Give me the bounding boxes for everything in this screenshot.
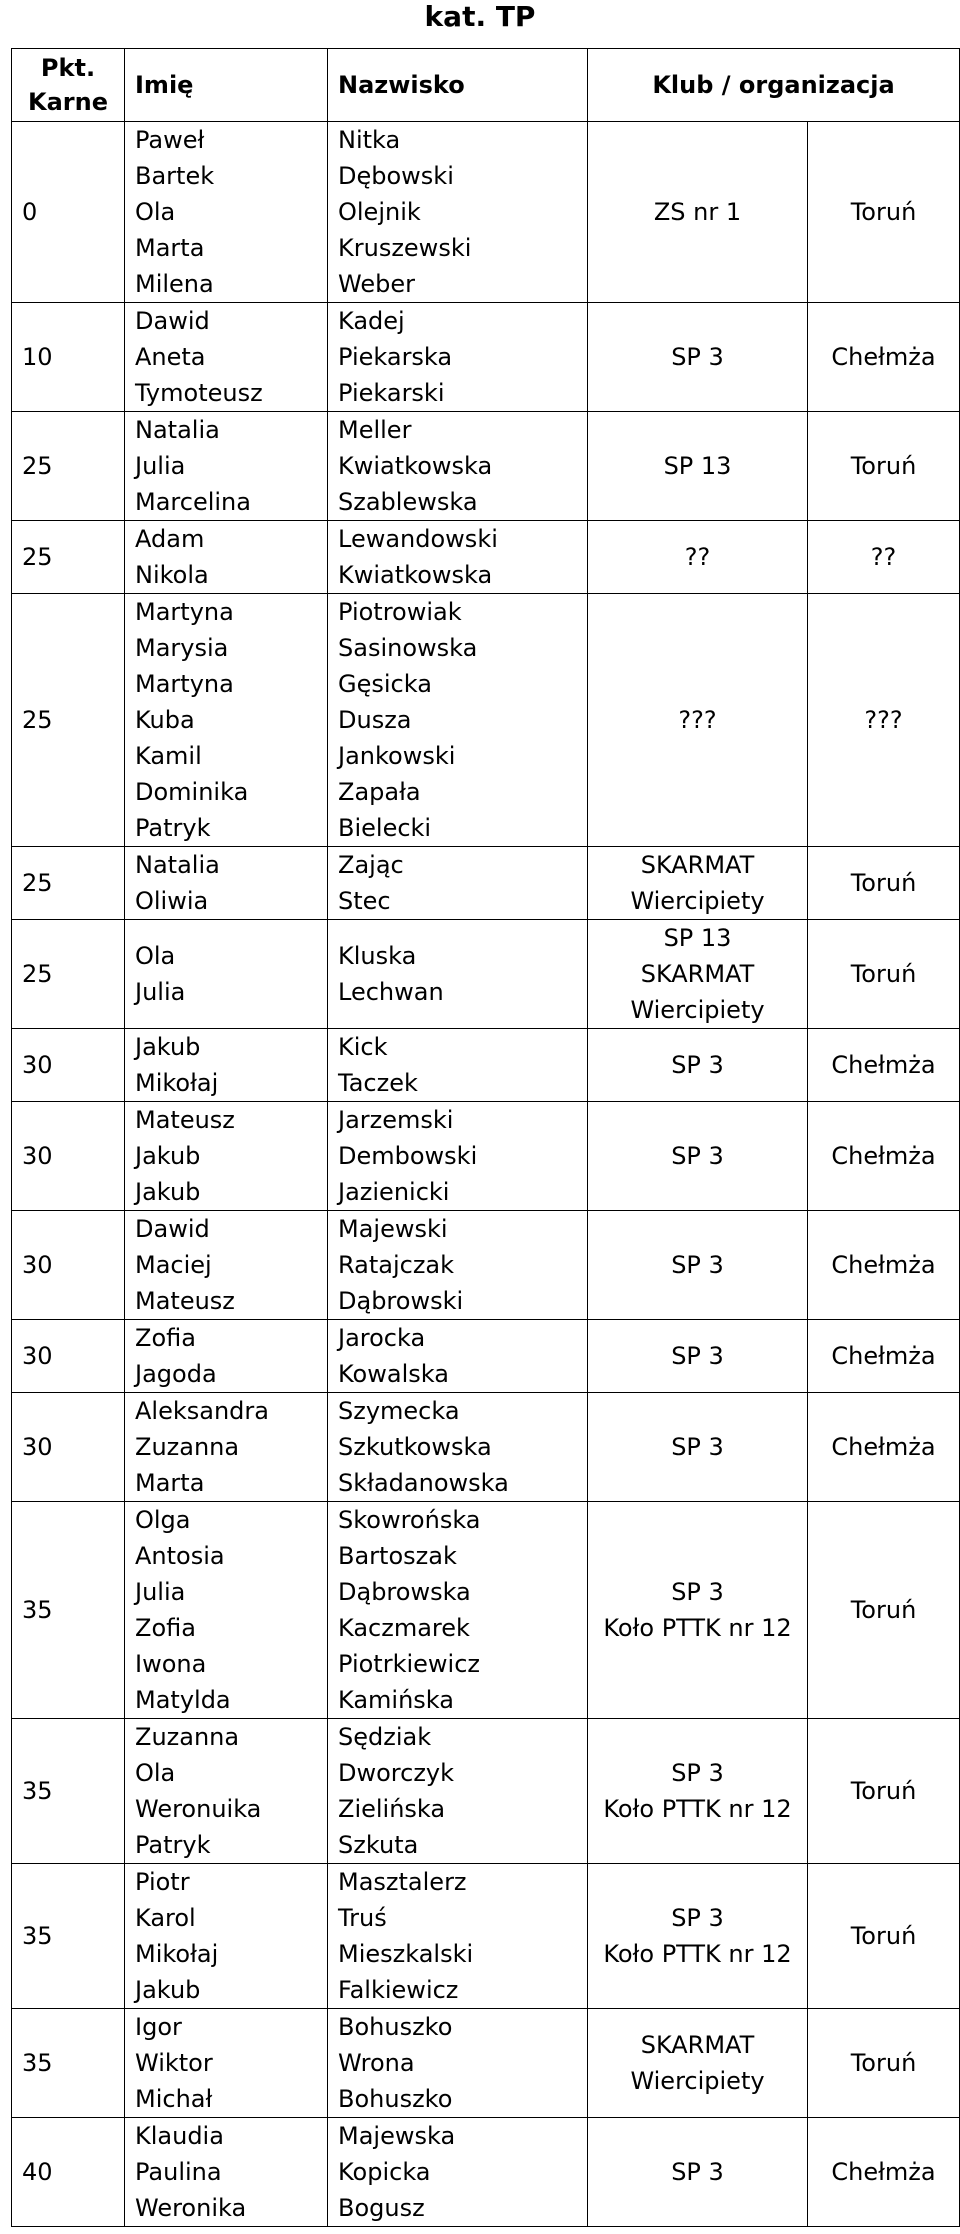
organization-name: SP 3 <box>671 343 724 371</box>
organization-cell <box>588 594 808 847</box>
last-name: Jankowski <box>338 742 456 770</box>
first-name: Mateusz <box>135 1287 235 1315</box>
points-cell: 30 <box>12 1393 125 1502</box>
last-names-cell <box>328 1719 588 1864</box>
first-name: Patryk <box>135 1831 211 1859</box>
last-name: Kluska <box>338 942 417 970</box>
table-row <box>12 1211 960 1320</box>
organization-name: SP 13 <box>663 924 732 952</box>
first-name: Dawid <box>135 1215 210 1243</box>
last-name: Bielecki <box>338 814 432 842</box>
points-cell: 10 <box>12 303 125 412</box>
last-name: Dusza <box>338 706 412 734</box>
last-name: Jarocka <box>338 1324 426 1352</box>
first-name: Kamil <box>135 742 202 770</box>
last-name: Jarzemski <box>338 1106 454 1134</box>
first-name: Zofia <box>135 1324 196 1352</box>
last-name: Majewski <box>338 1215 448 1243</box>
first-name: Adam <box>135 525 205 553</box>
first-name: Aneta <box>135 343 206 371</box>
organization-name: SP 13 <box>663 452 732 480</box>
first-names-cell <box>125 1393 328 1502</box>
first-name: Piotr <box>135 1868 190 1896</box>
table-row <box>12 303 960 412</box>
organization-cell <box>588 521 808 594</box>
points-cell: 35 <box>12 1719 125 1864</box>
first-name: Paweł <box>135 126 205 154</box>
organization-name: SKARMAT <box>640 960 755 988</box>
points-cell: 25 <box>12 920 125 1029</box>
first-names-cell <box>125 1502 328 1719</box>
last-names-cell <box>328 1864 588 2009</box>
points-cell: 30 <box>12 1320 125 1393</box>
first-name: Bartek <box>135 162 215 190</box>
organization-name: ??? <box>678 706 717 734</box>
header-last-name: Nazwisko <box>328 49 588 122</box>
last-name: Skowrońska <box>338 1506 481 1534</box>
last-name: Wrona <box>338 2049 415 2077</box>
first-name: Zuzanna <box>135 1723 240 1751</box>
first-name: Wiktor <box>135 2049 213 2077</box>
points-cell: 30 <box>12 1211 125 1320</box>
organization-name: SKARMAT <box>640 2031 755 2059</box>
last-names-cell <box>328 412 588 521</box>
last-name: Gęsicka <box>338 670 432 698</box>
last-name: Kadej <box>338 307 405 335</box>
city-cell: Chełmża <box>808 1029 960 1102</box>
last-names-cell <box>328 1029 588 1102</box>
last-name: Olejnik <box>338 198 421 226</box>
organization-cell <box>588 1502 808 1719</box>
last-name: Piotrkiewicz <box>338 1650 480 1678</box>
organization-name: SP 3 <box>671 1759 724 1787</box>
organization-name: Wiercipiety <box>630 996 765 1024</box>
last-name: Szkuta <box>338 1831 419 1859</box>
table-row <box>12 1320 960 1393</box>
first-name: Nikola <box>135 561 209 589</box>
first-names-cell <box>125 521 328 594</box>
header-club: Klub / organizacja <box>588 49 960 122</box>
header-first-name: Imię <box>125 49 328 122</box>
organization-name: SP 3 <box>671 1904 724 1932</box>
last-name: Sędziak <box>338 1723 432 1751</box>
last-name: Jazienicki <box>338 1178 450 1206</box>
table-row <box>12 920 960 1029</box>
first-name: Jakub <box>135 1142 201 1170</box>
organization-name: ZS nr 1 <box>653 198 742 226</box>
organization-cell <box>588 847 808 920</box>
first-name: Dawid <box>135 307 210 335</box>
last-names-cell <box>328 521 588 594</box>
first-name: Jakub <box>135 1178 201 1206</box>
first-name: Weronika <box>135 2194 247 2222</box>
last-name: Kopicka <box>338 2158 431 2186</box>
first-names-cell <box>125 847 328 920</box>
first-name: Maciej <box>135 1251 212 1279</box>
first-name: Olga <box>135 1506 191 1534</box>
first-name: Martyna <box>135 598 234 626</box>
first-name: Iwona <box>135 1650 207 1678</box>
first-names-cell <box>125 1211 328 1320</box>
first-names-cell <box>125 412 328 521</box>
last-name: Lechwan <box>338 978 444 1006</box>
first-name: Zofia <box>135 1614 196 1642</box>
last-name: Masztalerz <box>338 1868 467 1896</box>
points-cell: 25 <box>12 521 125 594</box>
first-name: Marysia <box>135 634 229 662</box>
first-name: Milena <box>135 270 214 298</box>
last-names-cell <box>328 1393 588 1502</box>
page-title: kat. TP <box>424 0 536 33</box>
first-name: Klaudia <box>135 2122 224 2150</box>
header-points: Pkt. Karne <box>12 49 125 122</box>
first-names-cell <box>125 122 328 303</box>
city-cell: Chełmża <box>808 1102 960 1211</box>
first-name: Ola <box>135 1759 176 1787</box>
last-name: Dąbrowska <box>338 1578 471 1606</box>
first-name: Patryk <box>135 814 211 842</box>
table-row <box>12 412 960 521</box>
last-names-cell <box>328 303 588 412</box>
first-name: Martyna <box>135 670 234 698</box>
table-row <box>12 2009 960 2118</box>
city-cell: Toruń <box>808 847 960 920</box>
last-name: Szkutkowska <box>338 1433 492 1461</box>
first-name: Weronuika <box>135 1795 262 1823</box>
organization-name: SP 3 <box>671 1251 724 1279</box>
last-name: Dembowski <box>338 1142 478 1170</box>
city-cell: Chełmża <box>808 1320 960 1393</box>
first-name: Paulina <box>135 2158 222 2186</box>
last-name: Kruszewski <box>338 234 472 262</box>
first-name: Marta <box>135 1469 205 1497</box>
organization-name: Koło PTTK nr 12 <box>603 1795 792 1823</box>
first-name: Ola <box>135 942 176 970</box>
last-name: Bartoszak <box>338 1542 457 1570</box>
first-name: Mikołaj <box>135 1940 219 1968</box>
last-name: Taczek <box>338 1069 418 1097</box>
organization-cell <box>588 1393 808 1502</box>
last-name: Szymecka <box>338 1397 460 1425</box>
last-name: Piotrowiak <box>338 598 462 626</box>
table-row <box>12 1102 960 1211</box>
first-name: Dominika <box>135 778 249 806</box>
organization-cell <box>588 1719 808 1864</box>
last-names-cell <box>328 847 588 920</box>
first-names-cell <box>125 1029 328 1102</box>
last-name: Nitka <box>338 126 401 154</box>
city-cell: Toruń <box>808 2009 960 2118</box>
first-name: Igor <box>135 2013 182 2041</box>
last-name: Składanowska <box>338 1469 509 1497</box>
first-name: Julia <box>135 1578 186 1606</box>
table-row <box>12 594 960 847</box>
first-name: Michał <box>135 2085 213 2113</box>
first-name: Ola <box>135 198 176 226</box>
last-name: Meller <box>338 416 412 444</box>
first-name: Julia <box>135 452 186 480</box>
last-names-cell <box>328 2118 588 2227</box>
last-name: Majewska <box>338 2122 456 2150</box>
table-row <box>12 1393 960 1502</box>
first-name: Marta <box>135 234 205 262</box>
first-name: Jakub <box>135 1976 201 2004</box>
last-name: Dębowski <box>338 162 454 190</box>
last-name: Bohuszko <box>338 2085 453 2113</box>
points-cell: 30 <box>12 1029 125 1102</box>
last-names-cell <box>328 1102 588 1211</box>
first-name: Natalia <box>135 851 220 879</box>
first-name: Jakub <box>135 1033 201 1061</box>
organization-cell <box>588 2009 808 2118</box>
organization-cell <box>588 1102 808 1211</box>
first-name: Mateusz <box>135 1106 235 1134</box>
first-name: Natalia <box>135 416 220 444</box>
last-name: Kwiatkowska <box>338 561 493 589</box>
organization-name: Wiercipiety <box>630 2067 765 2095</box>
first-names-cell <box>125 594 328 847</box>
organization-name: ?? <box>684 543 711 571</box>
points-cell: 25 <box>12 594 125 847</box>
last-name: Ratajczak <box>338 1251 455 1279</box>
last-name: Piekarski <box>338 379 445 407</box>
first-name: Antosia <box>135 1542 225 1570</box>
points-cell: 0 <box>12 122 125 303</box>
last-names-cell <box>328 1502 588 1719</box>
organization-cell <box>588 1211 808 1320</box>
table-body <box>12 122 960 2227</box>
last-name: Bohuszko <box>338 2013 453 2041</box>
last-names-cell <box>328 920 588 1029</box>
organization-name: SKARMAT <box>640 851 755 879</box>
last-name: Dworczyk <box>338 1759 455 1787</box>
last-name: Kowalska <box>338 1360 449 1388</box>
organization-cell <box>588 303 808 412</box>
points-cell: 35 <box>12 1864 125 2009</box>
first-names-cell <box>125 2009 328 2118</box>
table-row <box>12 521 960 594</box>
city-cell: Toruń <box>808 412 960 521</box>
first-name: Matylda <box>135 1686 231 1714</box>
points-cell: 25 <box>12 412 125 521</box>
last-name: Kamińska <box>338 1686 454 1714</box>
city-cell: ?? <box>808 521 960 594</box>
last-name: Mieszkalski <box>338 1940 474 1968</box>
last-name: Kwiatkowska <box>338 452 493 480</box>
last-name: Piekarska <box>338 343 453 371</box>
results-table <box>11 48 960 2227</box>
table-row <box>12 2118 960 2227</box>
organization-name: SP 3 <box>671 2158 724 2186</box>
table-row <box>12 1502 960 1719</box>
organization-name: SP 3 <box>671 1342 724 1370</box>
first-name: Aleksandra <box>135 1397 269 1425</box>
organization-cell <box>588 412 808 521</box>
last-name: Lewandowski <box>338 525 498 553</box>
points-cell: 40 <box>12 2118 125 2227</box>
organization-cell <box>588 1864 808 2009</box>
first-names-cell <box>125 1102 328 1211</box>
last-names-cell <box>328 2009 588 2118</box>
organization-name: Koło PTTK nr 12 <box>603 1614 792 1642</box>
city-cell: Chełmża <box>808 2118 960 2227</box>
organization-cell <box>588 1320 808 1393</box>
first-name: Mikołaj <box>135 1069 219 1097</box>
first-names-cell <box>125 2118 328 2227</box>
table-row <box>12 847 960 920</box>
first-names-cell <box>125 1320 328 1393</box>
last-name: Weber <box>338 270 415 298</box>
organization-name: SP 3 <box>671 1142 724 1170</box>
organization-cell <box>588 2118 808 2227</box>
points-cell: 25 <box>12 847 125 920</box>
last-name: Zając <box>338 851 404 879</box>
organization-name: SP 3 <box>671 1578 724 1606</box>
first-name: Kuba <box>135 706 195 734</box>
organization-name: Wiercipiety <box>630 887 765 915</box>
last-name: Kick <box>338 1033 388 1061</box>
table-row <box>12 122 960 303</box>
last-name: Zapała <box>338 778 421 806</box>
city-cell: Toruń <box>808 1864 960 2009</box>
last-name: Stec <box>338 887 391 915</box>
city-cell: Chełmża <box>808 1211 960 1320</box>
city-cell: Chełmża <box>808 1393 960 1502</box>
points-cell: 35 <box>12 1502 125 1719</box>
city-cell: Toruń <box>808 920 960 1029</box>
first-names-cell <box>125 303 328 412</box>
city-cell: Toruń <box>808 1502 960 1719</box>
organization-name: Koło PTTK nr 12 <box>603 1940 792 1968</box>
first-names-cell <box>125 920 328 1029</box>
points-cell: 35 <box>12 2009 125 2118</box>
organization-cell <box>588 1029 808 1102</box>
last-name: Bogusz <box>338 2194 425 2222</box>
city-cell: Chełmża <box>808 303 960 412</box>
header-row <box>12 49 960 122</box>
city-cell: Toruń <box>808 1719 960 1864</box>
organization-name: SP 3 <box>671 1433 724 1461</box>
points-cell: 30 <box>12 1102 125 1211</box>
table-row <box>12 1719 960 1864</box>
last-name: Dąbrowski <box>338 1287 464 1315</box>
first-name: Jagoda <box>135 1360 217 1388</box>
organization-cell <box>588 920 808 1029</box>
first-name: Julia <box>135 978 186 1006</box>
organization-cell <box>588 122 808 303</box>
table-row <box>12 1864 960 2009</box>
last-name: Falkiewicz <box>338 1976 459 2004</box>
last-names-cell <box>328 122 588 303</box>
city-cell: Toruń <box>808 122 960 303</box>
last-names-cell <box>328 594 588 847</box>
last-names-cell <box>328 1320 588 1393</box>
last-name: Sasinowska <box>338 634 478 662</box>
first-names-cell <box>125 1864 328 2009</box>
first-name: Zuzanna <box>135 1433 240 1461</box>
last-names-cell <box>328 1211 588 1320</box>
first-names-cell <box>125 1719 328 1864</box>
last-name: Zielińska <box>338 1795 446 1823</box>
table-row <box>12 1029 960 1102</box>
first-name: Tymoteusz <box>135 379 263 407</box>
organization-name: SP 3 <box>671 1051 724 1079</box>
last-name: Szablewska <box>338 488 478 516</box>
first-name: Oliwia <box>135 887 209 915</box>
last-name: Truś <box>338 1904 387 1932</box>
first-name: Marcelina <box>135 488 251 516</box>
first-name: Karol <box>135 1904 196 1932</box>
city-cell: ??? <box>808 594 960 847</box>
last-name: Kaczmarek <box>338 1614 470 1642</box>
